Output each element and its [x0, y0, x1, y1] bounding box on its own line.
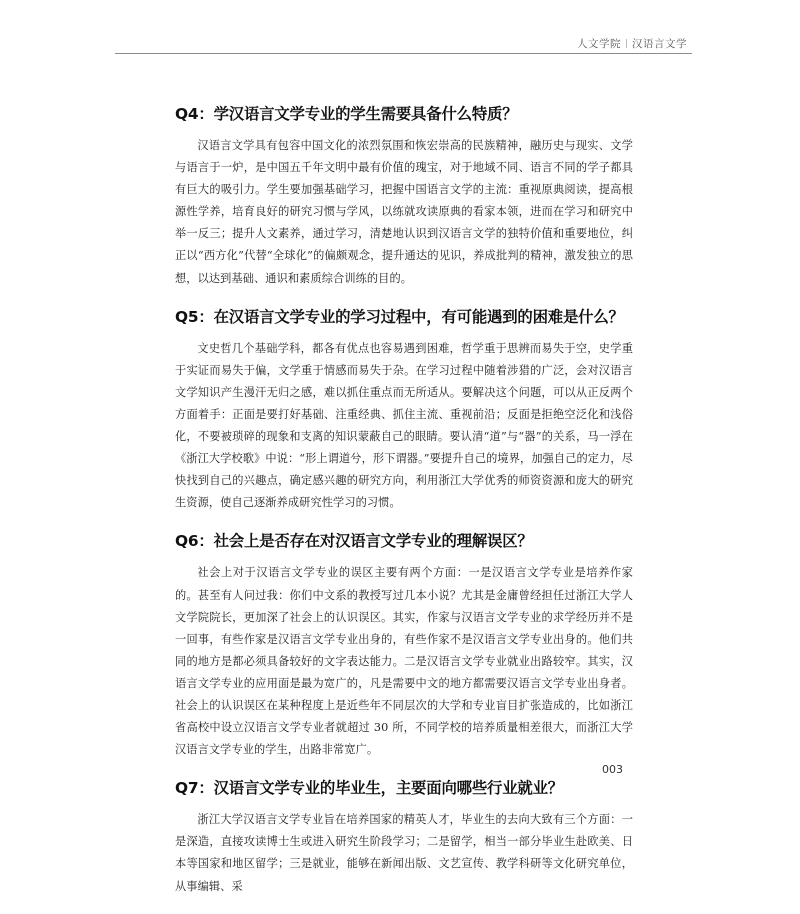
header-text — [577, 38, 687, 50]
question-title: Q4：学汉语言文学专业的学生需要具备什么特质？ — [175, 105, 518, 123]
page-content — [175, 103, 633, 914]
page-number: 003 — [602, 763, 623, 776]
answer-paragraph: 社会上对于汉语言文学专业的误区主要有两个方面：一是汉语言文学专业是培养作家的。甚至有人问过我：你们中文系的教授写过几本小说？尤其是金庸曾经担任过浙江大学人文学院院长，更加深了社会上的认识误区。其实，作家与汉语言文学专业的求学经历并不是一回事，有些作家是汉语言文学专业出身的，有些作家不是汉语言文学专业出身的。他们共同的地方是都必须具备较好的文字表达能力。二是汉语言文学专业就业出路较窄。其实，汉语言文学专业的应用面是最为宽广的，凡是需要中文的地方都需要汉语言文学专业出身者。社会上的认识误区在某种程度上是近些年不同层次的大学和专业盲目扩张造成的，比如浙江省高校中设立汉语言文学专业者就超过 30 所，不同学校的培养质量相差很大，而浙江大学汉语言文学专业的学生，出路非常宽广。 — [175, 566, 633, 757]
answer-paragraph: 浙江大学汉语言文学专业旨在培养国家的精英人才，毕业生的去向大致有三个方面：一是深造，直接攻读博士生或进入研究生阶段学习；二是留学，相当一部分毕业生赴欧美、日本等国家和地区留学；三是就业，能够在新闻出版、文艺宣传、教学科研等文化研究单位，从事编辑、采 — [175, 813, 633, 893]
question-title: Q7：汉语言文学专业的毕业生，主要面向哪些行业就业？ — [175, 779, 563, 798]
header-major: 汉语言文学 — [632, 38, 687, 50]
header-college: 人文学院 — [577, 38, 621, 50]
section-q4 — [175, 103, 633, 290]
answer-paragraph: 汉语言文学具有包容中国文化的浓烈氛围和恢宏崇高的民族精神，融历史与现实、文学与语言于一炉，是中国五千年文明中最有价值的瑰宝，对于地域不同、语言不同的学子都具有巨大的吸引力。学生要加强基础学习，把握中国语言文学的主流：重视原典阅读，提高根源性学养，培育良好的研究习惯与学风，以练就攻读原典的看家本领，进而在学习和研究中举一反三；提升人文素养，通过学习，清楚地认识到汉语言文学的独特价值和重要地位，纠正以“西方化”代替“全球化”的偏颇观念，提升通达的见识，养成批判的精神，激发独立的思想，以达到基础、通识和素质综合训练的目的。 — [175, 139, 633, 285]
question-title: Q6：社会上是否存在对汉语言文学专业的理解误区？ — [175, 532, 533, 551]
header-divider — [626, 39, 627, 48]
section-q7 — [175, 777, 633, 897]
question-title: Q5：在汉语言文学专业的学习过程中，有可能遇到的困难是什么？ — [175, 307, 624, 326]
section-q6 — [175, 530, 633, 761]
answer-paragraph: 文史哲几个基础学科，都各有优点也容易遇到困难，哲学重于思辨而易失于空，史学重于实证而易失于偏，文学重于情感而易失于杂。在学习过程中随着涉猎的广泛，会对汉语言文学知识产生漫汗无归之感，难以抓住重点而无所适从。要解决这个问题，可以从正反两个方面着手：正面是要打好基础、注重经典、抓住主流、重视前沿；反面是拒绝空泛化和浅俗化，不要被琐碎的现象和支离的知识蒙蔽自己的眼睛。要认清“道”与“器”的关系，马一浮在《浙江大学校歌》中说：“形上谓道兮，形下谓器。”要提升自己的境界，加强自己的定力，尽快找到自己的兴趣点，确定感兴趣的研究方向，利用浙江大学优秀的师资资源和庞大的研究生资源，使自己逐渐养成研究性学习的习惯。 — [175, 341, 633, 510]
running-header — [115, 38, 692, 54]
section-q5 — [175, 306, 633, 515]
